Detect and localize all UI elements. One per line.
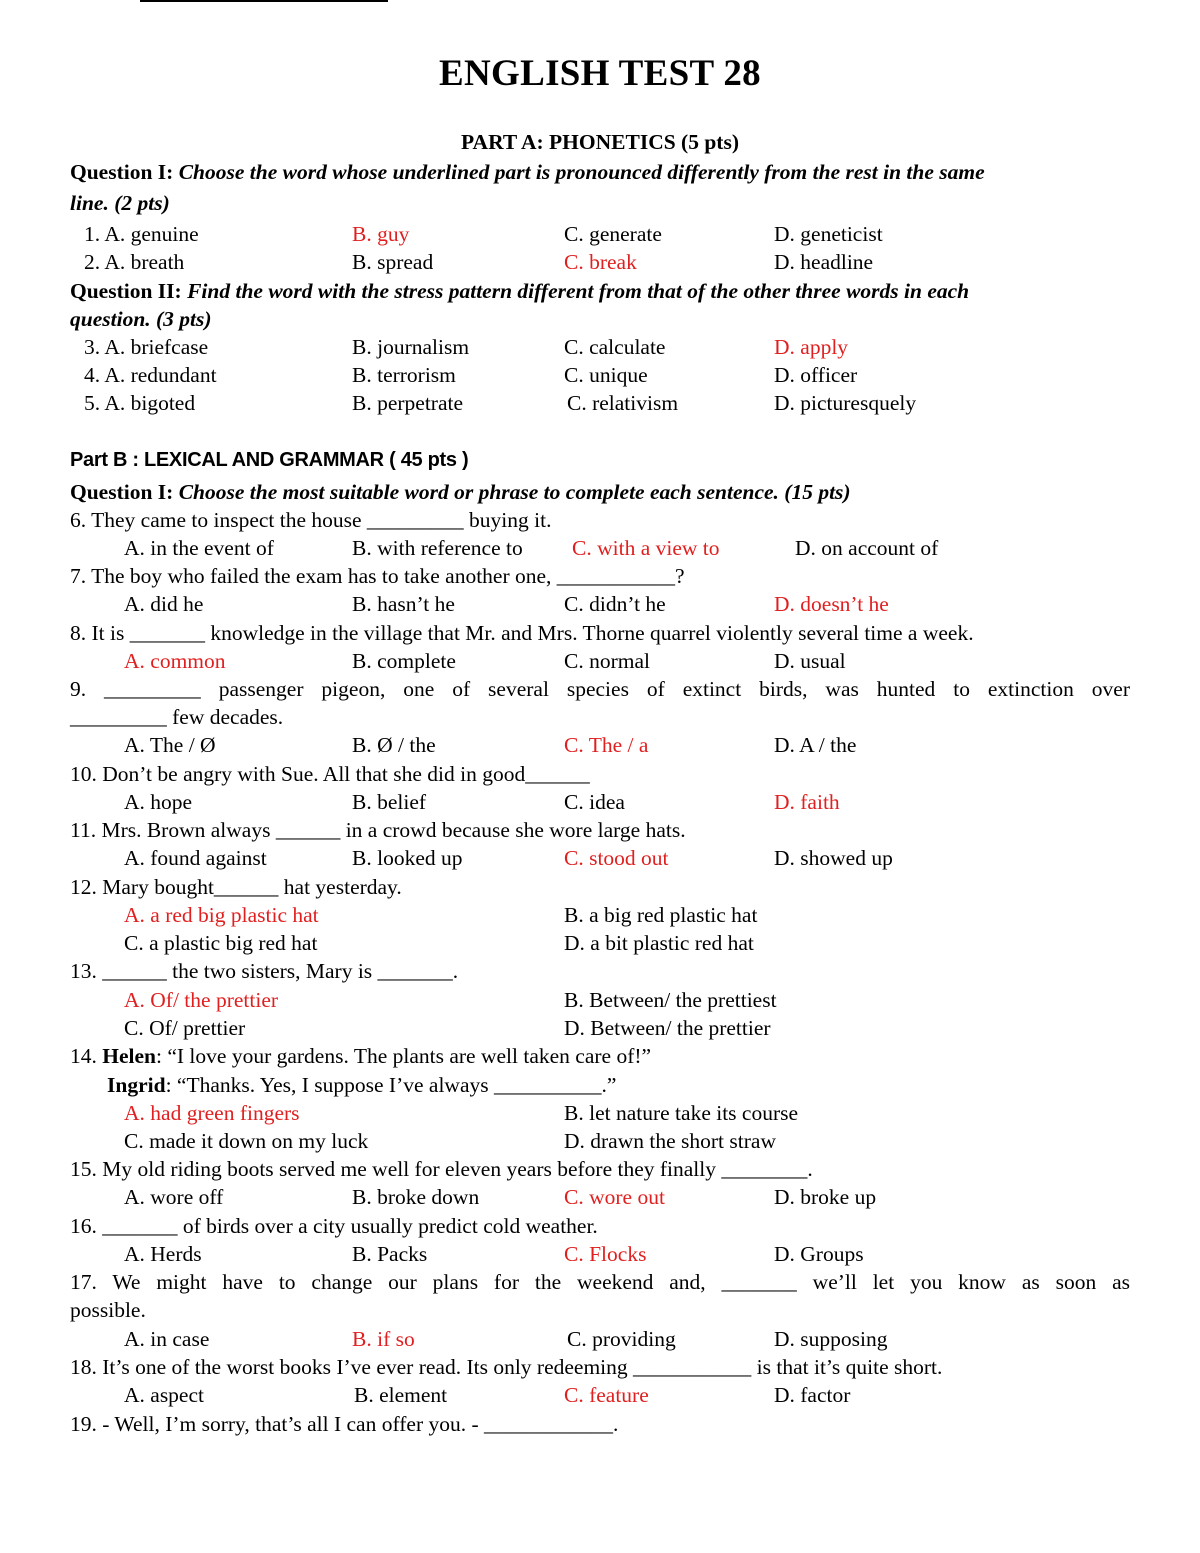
option-c: C. unique <box>564 363 648 387</box>
option-b: B. with reference to <box>352 536 523 560</box>
option-b: B. belief <box>352 790 427 814</box>
option-b: B. Ø / the <box>352 733 436 757</box>
dialogue-line: : “Thanks. Yes, I suppose I’ve always __________.” <box>165 1073 617 1097</box>
speaker-ingrid: Ingrid <box>107 1073 166 1097</box>
option-d: D. factor <box>774 1383 851 1407</box>
question-label: Question I: <box>70 480 174 504</box>
option-a: 1. A. genuine <box>84 222 199 246</box>
part-a-question-2-instruction <box>70 277 1130 305</box>
option-c: C. generate <box>564 222 662 246</box>
option-d-answer: D. faith <box>774 790 840 814</box>
part-a-question-1-instruction <box>70 158 1130 186</box>
option-a: A. in the event of <box>124 536 274 560</box>
part-b-question-1-instruction <box>70 478 1130 506</box>
question-12-stem: 12. Mary bought______ hat yesterday. <box>70 875 402 899</box>
option-d: D. headline <box>774 250 874 274</box>
option-d: D. geneticist <box>774 222 883 246</box>
option-d: D. picturesquely <box>774 391 917 415</box>
question-number: 14. <box>70 1044 97 1068</box>
question-10-stem: 10. Don’t be angry with Sue. All that she did in good______ <box>70 762 590 786</box>
option-a: A. did he <box>124 592 204 616</box>
option-a: 2. A. breath <box>84 250 185 274</box>
option-b: B. Packs <box>352 1242 428 1266</box>
option-a-answer: A. had green fingers <box>124 1101 300 1125</box>
question-16-stem: 16. _______ of birds over a city usually predict cold weather. <box>70 1214 598 1238</box>
option-c-answer: C. wore out <box>564 1185 665 1209</box>
option-c: C. didn’t he <box>564 592 666 616</box>
option-b-answer: B. if so <box>352 1327 415 1351</box>
option-d: D. usual <box>774 649 846 673</box>
option-b: B. element <box>354 1383 448 1407</box>
question-17-stem-cont: possible. <box>70 1298 146 1322</box>
question-9-stem-cont: _________ few decades. <box>70 705 284 729</box>
option-d: D. Between/ the prettier <box>564 1016 771 1040</box>
option-d: D. on account of <box>795 536 939 560</box>
question-13-stem: 13. ______ the two sisters, Mary is _______. <box>70 959 459 983</box>
option-c: C. relativism <box>567 391 679 415</box>
option-a: 3. A. briefcase <box>84 335 209 359</box>
speaker-helen: Helen <box>102 1044 156 1068</box>
part-a-question-2-instruction-cont: question. (3 pts) <box>70 307 212 331</box>
option-a: A. The / Ø <box>124 733 216 757</box>
question-11-stem: 11. Mrs. Brown always ______ in a crowd because she wore large hats. <box>70 818 686 842</box>
question-instruction: Choose the word whose underlined part is pronounced differently from the rest in the same <box>178 160 985 184</box>
question-label: Question II: <box>70 279 182 303</box>
question-9-stem: 9. _________ passenger pigeon, one of several species of extinct birds, was hunted to extinction over <box>70 677 1130 701</box>
option-a-answer: A. common <box>124 649 226 673</box>
option-c-answer: C. stood out <box>564 846 669 870</box>
option-b: B. looked up <box>352 846 463 870</box>
page-title: ENGLISH TEST 28 <box>439 53 761 94</box>
option-a: A. aspect <box>124 1383 204 1407</box>
question-8-stem: 8. It is _______ knowledge in the village that Mr. and Mrs. Thorne quarrel violently several time a week. <box>70 621 974 645</box>
option-a: 4. A. redundant <box>84 363 217 387</box>
option-a-answer: A. a red big plastic hat <box>124 903 319 927</box>
option-d: D. drawn the short straw <box>564 1129 776 1153</box>
part-b-heading: Part B : LEXICAL AND GRAMMAR ( 45 pts ) <box>70 449 469 471</box>
option-c-answer: C. The / a <box>564 733 649 757</box>
option-c: C. idea <box>564 790 625 814</box>
dialogue-line: : “I love your gardens. The plants are well taken care of!” <box>156 1044 652 1068</box>
question-19-stem: 19. - Well, I’m sorry, that’s all I can offer you. - ____________. <box>70 1412 619 1436</box>
option-b: B. spread <box>352 250 434 274</box>
question-6-stem: 6. They came to inspect the house _________ buying it. <box>70 508 552 532</box>
option-c: C. normal <box>564 649 650 673</box>
option-b: B. terrorism <box>352 363 456 387</box>
option-c: C. Of/ prettier <box>124 1016 246 1040</box>
option-c-answer: C. break <box>564 250 637 274</box>
option-a: A. hope <box>124 790 193 814</box>
option-b: B. Between/ the prettiest <box>564 988 777 1012</box>
question-17-stem: 17. We might have to change our plans for the weekend and, _______ we’ll let you know as soon as <box>70 1270 1130 1294</box>
option-c-answer: C. with a view to <box>572 536 720 560</box>
option-d: D. supposing <box>774 1327 888 1351</box>
question-7-stem: 7. The boy who failed the exam has to take another one, ___________? <box>70 564 685 588</box>
question-14-line-1 <box>70 1042 1130 1070</box>
option-d: D. Groups <box>774 1242 864 1266</box>
option-a: A. in case <box>124 1327 210 1351</box>
option-d: D. officer <box>774 363 858 387</box>
option-d: D. broke up <box>774 1185 877 1209</box>
option-b: B. perpetrate <box>352 391 464 415</box>
option-b: B. hasn’t he <box>352 592 455 616</box>
option-c: C. a plastic big red hat <box>124 931 318 955</box>
option-c: C. providing <box>567 1327 676 1351</box>
option-a: A. found against <box>124 846 267 870</box>
part-a-heading: PART A: PHONETICS (5 pts) <box>461 130 739 154</box>
option-c: C. made it down on my luck <box>124 1129 369 1153</box>
header-rule <box>140 0 388 2</box>
question-15-stem: 15. My old riding boots served me well for eleven years before they finally ________. <box>70 1157 813 1181</box>
question-label: Question I: <box>70 160 174 184</box>
option-c: C. calculate <box>564 335 666 359</box>
option-a: A. wore off <box>124 1185 224 1209</box>
option-d-answer: D. apply <box>774 335 849 359</box>
option-c-answer: C. feature <box>564 1383 649 1407</box>
option-d: D. A / the <box>774 733 857 757</box>
option-a: A. Herds <box>124 1242 202 1266</box>
question-instruction: Find the word with the stress pattern different from that of the other three words in each <box>187 279 970 303</box>
part-a-question-1-instruction-cont: line. (2 pts) <box>70 191 170 215</box>
option-b-answer: B. guy <box>352 222 410 246</box>
question-14-line-2 <box>70 1071 1130 1099</box>
option-b: B. let nature take its course <box>564 1101 799 1125</box>
option-d: D. a bit plastic red hat <box>564 931 754 955</box>
option-d: D. showed up <box>774 846 893 870</box>
option-a: 5. A. bigoted <box>84 391 196 415</box>
option-b: B. broke down <box>352 1185 480 1209</box>
question-18-stem: 18. It’s one of the worst books I’ve ever read. Its only redeeming ___________ is that it’s quite short. <box>70 1355 943 1379</box>
option-b: B. a big red plastic hat <box>564 903 758 927</box>
option-d-answer: D. doesn’t he <box>774 592 889 616</box>
option-a-answer: A. Of/ the prettier <box>124 988 279 1012</box>
option-b: B. journalism <box>352 335 470 359</box>
option-b: B. complete <box>352 649 456 673</box>
option-c-answer: C. Flocks <box>564 1242 647 1266</box>
question-instruction: Choose the most suitable word or phrase to complete each sentence. (15 pts) <box>178 480 851 504</box>
